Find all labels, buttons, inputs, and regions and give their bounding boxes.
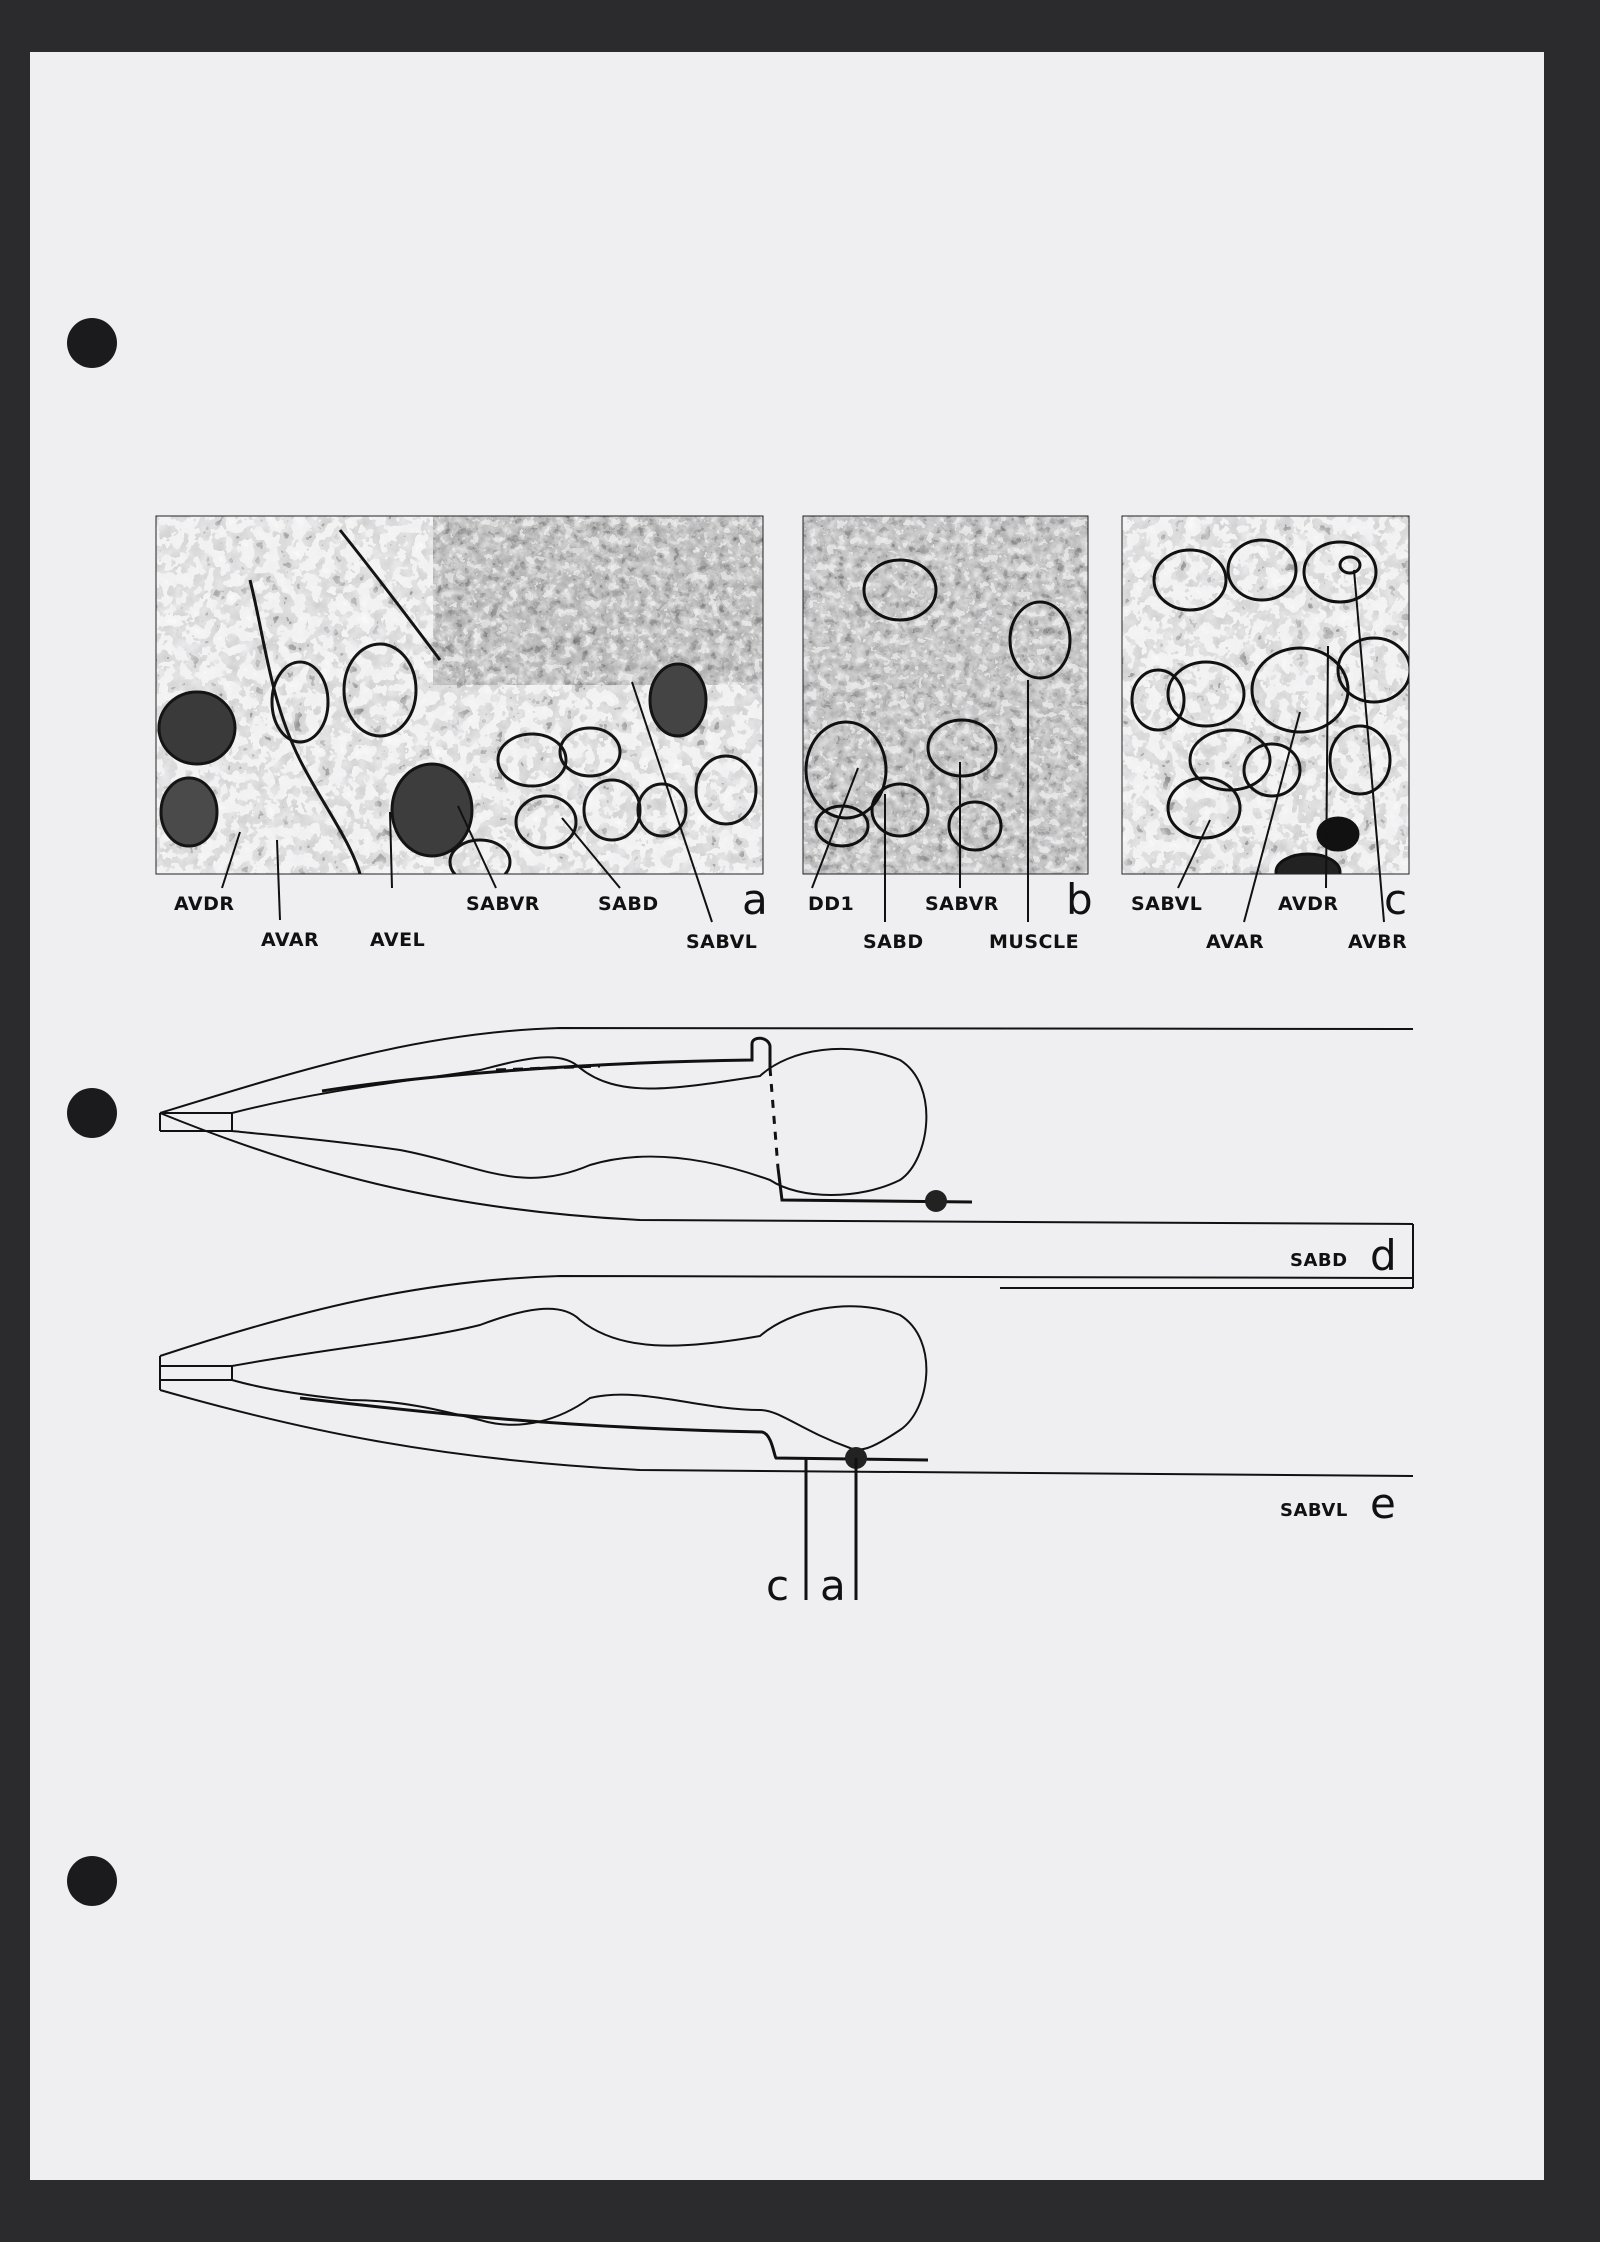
- binder-hole: [67, 1088, 117, 1138]
- neuron-label: AVAR: [1206, 931, 1265, 953]
- section-marker-a: a: [820, 1561, 846, 1610]
- neuron-label: SABD: [863, 931, 924, 953]
- neuron-label: DD1: [808, 893, 855, 915]
- neuron-label: MUSCLE: [989, 931, 1080, 953]
- section-marker-c: c: [766, 1561, 790, 1610]
- micrograph-panel-a: [156, 495, 763, 884]
- diagram-e-letter: e: [1370, 1479, 1396, 1528]
- neuron-label: AVDR: [1278, 893, 1339, 915]
- panel-letter: c: [1384, 875, 1408, 924]
- neuron-label: SABVR: [466, 893, 540, 915]
- paper-sheet: [30, 52, 1544, 2180]
- neuron-label: AVAR: [261, 929, 320, 951]
- diagram-d-letter: d: [1370, 1231, 1397, 1280]
- neuron-label: AVDR: [174, 893, 235, 915]
- neuron-label: SABVR: [925, 893, 999, 915]
- neuron-label: AVEL: [370, 929, 426, 951]
- panel-letter: b: [1066, 875, 1093, 924]
- neuron-label: SABVL: [686, 931, 758, 953]
- neuron-label: SABD: [598, 893, 659, 915]
- micrograph-panel-c: [1122, 516, 1410, 890]
- panel-letter: a: [742, 875, 768, 924]
- binder-hole: [67, 318, 117, 368]
- neuron-label: AVBR: [1348, 931, 1408, 953]
- micrograph-panel-b: [803, 516, 1088, 874]
- diagram-d-name: SABD: [1290, 1250, 1348, 1271]
- diagram-e-name: SABVL: [1280, 1500, 1348, 1521]
- neuron-label: SABVL: [1131, 893, 1203, 915]
- binder-hole: [67, 1856, 117, 1906]
